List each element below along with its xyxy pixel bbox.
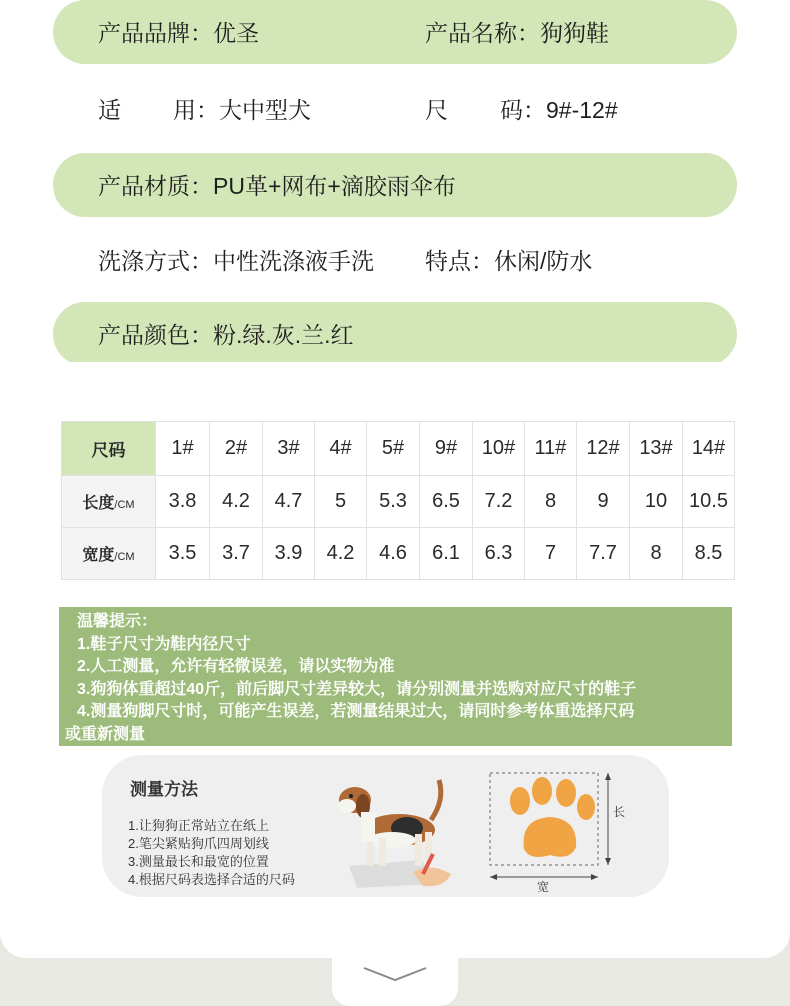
length-cell: 10	[630, 476, 683, 528]
size-cell: 3#	[263, 422, 315, 476]
size-prefix: 尺	[425, 97, 448, 123]
tips-title: 温馨提示：	[77, 613, 158, 630]
measure-title: 测量方法	[130, 780, 198, 799]
length-cell: 4.2	[210, 476, 263, 528]
paw-diagram	[480, 767, 630, 897]
tips-line: 3.狗狗体重超过40斤，前后脚尺寸差异较大，请分别测量并选购对应尺寸的鞋子	[77, 680, 637, 698]
size-cell: 9#	[420, 422, 473, 476]
tips-box	[59, 607, 732, 746]
width-cell: 3.7	[210, 528, 263, 580]
width-cell: 4.2	[315, 528, 367, 580]
size-cell: 5#	[367, 422, 420, 476]
length-row	[62, 476, 735, 528]
dog-illustration	[327, 770, 467, 892]
size-table	[61, 421, 735, 580]
tips-line: 1.鞋子尺寸为鞋内径尺寸	[77, 635, 251, 653]
width-cell: 6.3	[473, 528, 525, 580]
spec-panel	[0, 0, 790, 362]
length-cell: 6.5	[420, 476, 473, 528]
tips-line: 4.测量狗脚尺寸时，可能产生误差，若测量结果过大，请同时参考体重选择尺码	[77, 703, 635, 720]
width-cell: 4.6	[367, 528, 420, 580]
measure-step: 4.根据尺码表选择合适的尺码	[128, 872, 295, 887]
width-unit: /CM	[114, 551, 135, 563]
width-axis-label: 宽	[537, 880, 550, 894]
length-cell: 4.7	[263, 476, 315, 528]
length-cell: 3.8	[156, 476, 210, 528]
width-cell: 3.9	[263, 528, 315, 580]
brand-text: 产品品牌：优圣	[98, 20, 259, 46]
width-label: 宽度	[82, 547, 115, 564]
size-cell: 4#	[315, 422, 367, 476]
measure-step: 1.让狗狗正常站立在纸上	[128, 818, 269, 833]
size-row	[62, 422, 735, 476]
size-cell: 13#	[630, 422, 683, 476]
length-header-cell	[62, 476, 156, 528]
feature-text: 特点：休闲/防水	[425, 248, 593, 274]
length-cell: 7.2	[473, 476, 525, 528]
length-cell: 5	[315, 476, 367, 528]
expand-tab[interactable]	[332, 950, 458, 1006]
length-cell: 8	[525, 476, 577, 528]
length-cell: 5.3	[367, 476, 420, 528]
width-cell: 3.5	[156, 528, 210, 580]
width-cell: 6.1	[420, 528, 473, 580]
measure-method-box	[102, 755, 669, 897]
width-cell: 7.7	[577, 528, 630, 580]
suitable-text: 用：大中型犬	[173, 97, 311, 123]
measure-step: 2.笔尖紧贴狗爪四周划线	[128, 836, 269, 851]
measure-steps	[128, 817, 295, 889]
colors-text: 产品颜色：粉.绿.灰.兰.红	[98, 322, 354, 348]
size-cell: 1#	[156, 422, 210, 476]
size-header-cell: 尺码	[62, 422, 156, 476]
size-cell: 2#	[210, 422, 263, 476]
measure-step: 3.测量最长和最宽的位置	[128, 854, 269, 869]
width-row	[62, 528, 735, 580]
product-name-text: 产品名称：狗狗鞋	[425, 20, 609, 46]
width-cell: 7	[525, 528, 577, 580]
width-header-cell	[62, 528, 156, 580]
size-range-text: 码：9#-12#	[500, 97, 618, 123]
length-axis-label: 长	[613, 805, 626, 819]
size-cell: 10#	[473, 422, 525, 476]
tips-line: 或重新测量	[65, 725, 146, 743]
size-cell: 14#	[683, 422, 735, 476]
suitable-prefix: 适	[98, 97, 121, 123]
chevron-down-icon[interactable]	[362, 964, 428, 984]
tips-line: 2.人工测量，允许有轻微误差，请以实物为准	[77, 658, 395, 675]
material-text: 产品材质：PU革+网布+滴胶雨伞布	[98, 173, 456, 199]
size-cell: 12#	[577, 422, 630, 476]
washing-text: 洗涤方式：中性洗涤液手洗	[98, 248, 374, 274]
size-cell: 11#	[525, 422, 577, 476]
card-top-edge	[0, 362, 790, 422]
length-unit: /CM	[114, 499, 135, 511]
width-cell: 8.5	[683, 528, 735, 580]
length-label: 长度	[82, 495, 115, 512]
length-cell: 10.5	[683, 476, 735, 528]
width-cell: 8	[630, 528, 683, 580]
length-cell: 9	[577, 476, 630, 528]
